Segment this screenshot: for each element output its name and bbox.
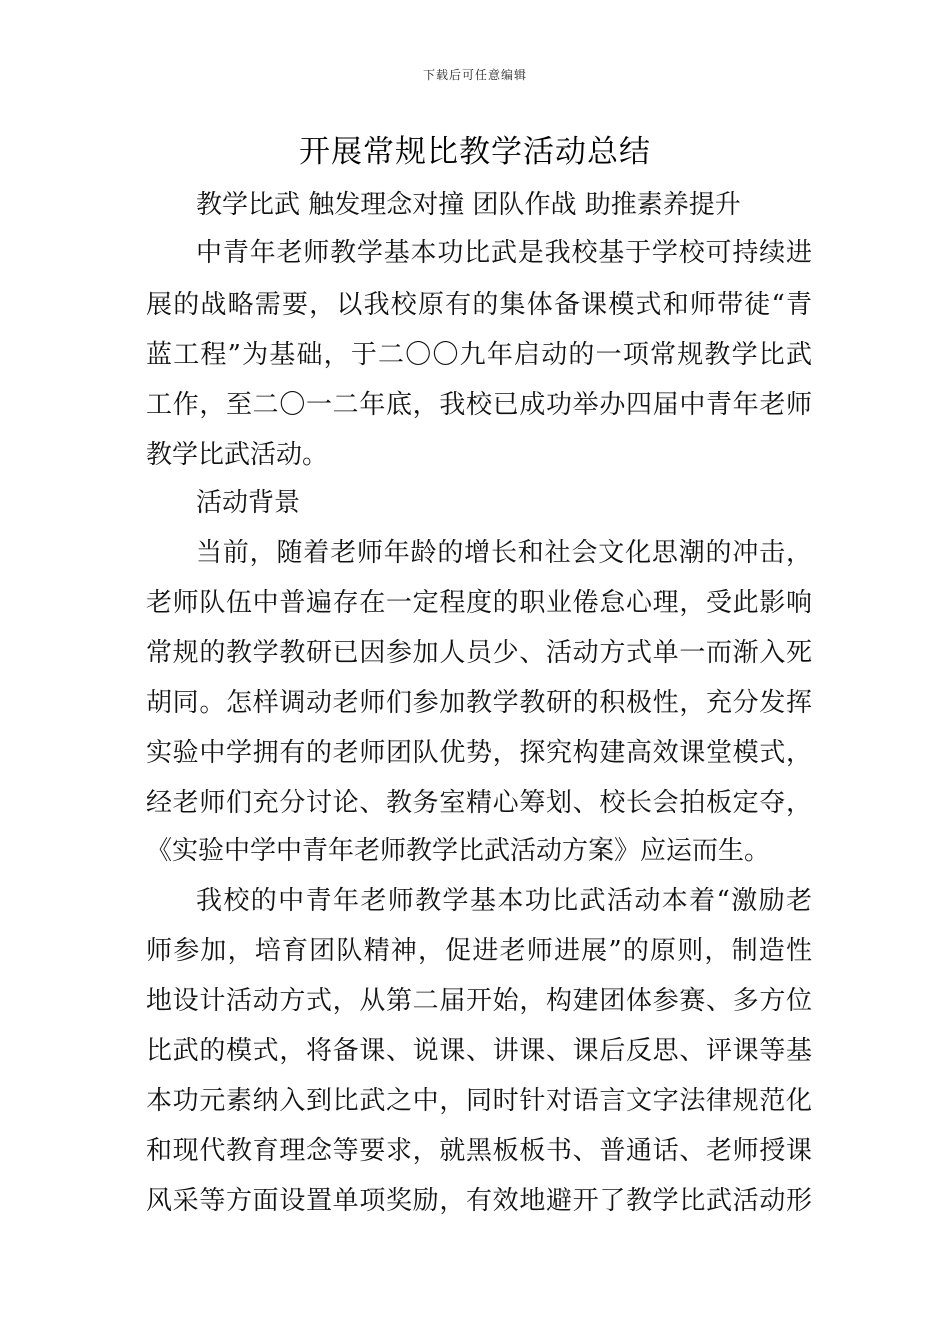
paragraph-line: 蓝工程”为基础，于二〇〇九年启动的一项常规教学比武	[146, 340, 812, 370]
paragraph-line: 师参加，培育团队精神，促进老师进展”的原则，制造性	[146, 936, 812, 966]
paragraph-line: 地设计活动方式，从第二届开始，构建团体参赛、多方位	[146, 986, 812, 1016]
paragraph-line: 胡同。怎样调动老师们参加教学教研的积极性，充分发挥	[146, 688, 812, 718]
paragraph-line: 《实验中学中青年老师教学比武活动方案》应运而生。	[146, 836, 771, 866]
paragraph-line: 常规的教学教研已因参加人员少、活动方式单一而渐入死	[146, 638, 812, 668]
paragraph-line: 经老师们充分讨论、教务室精心筹划、校长会拍板定夺，	[146, 788, 812, 818]
subtitle: 教学比武 触发理念对撞 团队作战 助推素养提升	[196, 190, 741, 220]
paragraph-line: 中青年老师教学基本功比武是我校基于学校可持续进	[196, 238, 812, 268]
paragraph-line: 实验中学拥有的老师团队优势，探究构建高效课堂模式，	[146, 738, 812, 768]
paragraph-line: 和现代教育理念等要求，就黑板板书、普通话、老师授课	[146, 1136, 812, 1166]
page-header-note: 下载后可任意编辑	[422, 68, 527, 82]
paragraph-line: 风采等方面设置单项奖励，有效地避开了教学比武活动形	[146, 1186, 812, 1216]
paragraph-line: 比武的模式，将备课、说课、讲课、课后反思、评课等基	[146, 1036, 812, 1066]
paragraph-line: 工作，至二〇一二年底，我校已成功举办四届中青年老师	[146, 390, 812, 420]
paragraph-line: 老师队伍中普遍存在一定程度的职业倦怠心理，受此影响	[146, 588, 812, 618]
paragraph-line: 当前，随着老师年龄的增长和社会文化思潮的冲击，	[196, 538, 812, 568]
paragraph-line: 我校的中青年老师教学基本功比武活动本着“激励老	[196, 886, 812, 916]
page-title: 开展常规比教学活动总结	[299, 134, 651, 170]
section-heading: 活动背景	[196, 488, 301, 518]
paragraph-line: 展的战略需要，以我校原有的集体备课模式和师带徒“青	[146, 290, 812, 320]
paragraph-line: 本功元素纳入到比武之中，同时针对语言文字法律规范化	[146, 1086, 812, 1116]
paragraph-line: 教学比武活动。	[146, 440, 329, 470]
